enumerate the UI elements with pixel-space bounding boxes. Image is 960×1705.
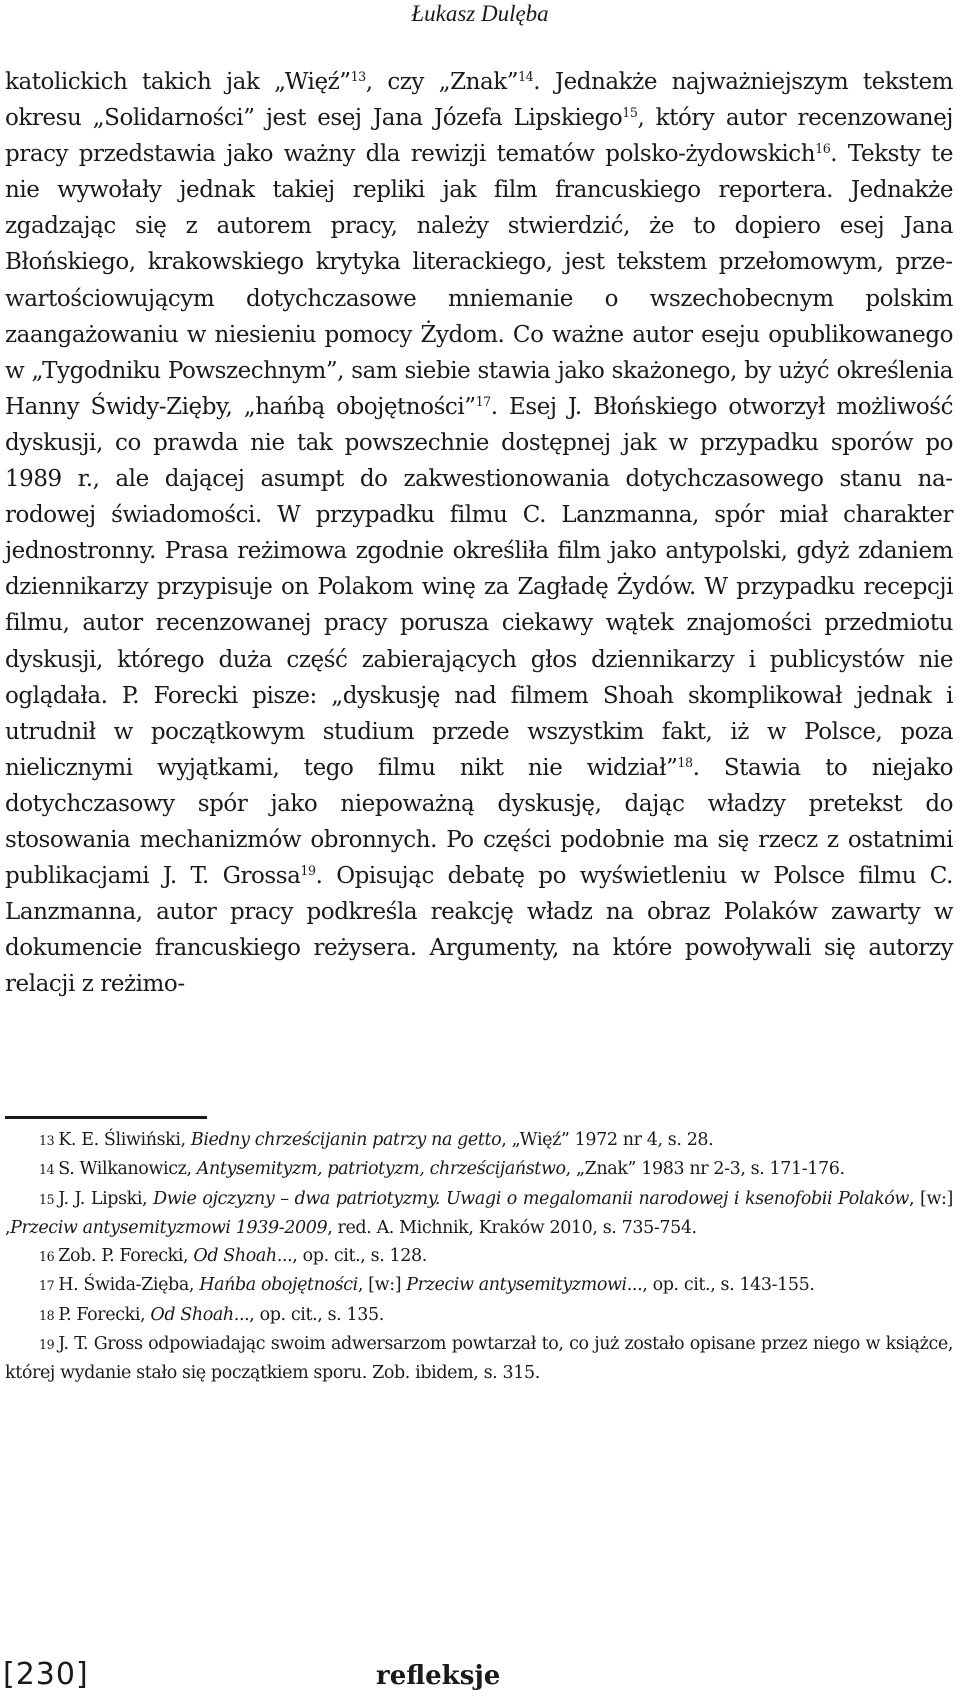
- footnote-14: [5, 1155, 953, 1184]
- footnote-number: 15: [39, 1191, 55, 1207]
- footnote-text: S. Wilkanowicz,: [58, 1159, 197, 1180]
- text-segment: katolickich takich jak „Więź”: [5, 69, 351, 95]
- footnote-18: [5, 1301, 953, 1330]
- footnote-text: J. T. Gross odpowiadając swoim adwersarzom powtarzał to, co już zostało opisane przez niego w książce, której wydanie stało się początkiem sporu. Zob. ibidem, s. 315.: [5, 1334, 953, 1384]
- footnote-number: 18: [39, 1307, 55, 1323]
- text-segment: . Teksty te nie wywołały jednak takiej repliki jak film francuskiego reportera. Jednakże zgadzając się z autorem pracy, należy stwierdzić, że to dopiero esej Jana Błońskiego, krakowskiego krytyka literackiego, jest tekstem przełomowym, przewartościowującym dotychczasowe mniemanie o wszechobecnym polskim zaangażowaniu w niesieniu pomocy Żydom. Co ważne autor eseju opublikowanego w „Tygodniku Powszechnym”, sam siebie stawia jako skażonego, by użyć określenia Hanny Świdy-Zięby, „hańbą obojętności”: [5, 141, 954, 420]
- footnote-title: Hańba obojętności: [199, 1275, 358, 1296]
- footnote-16: [5, 1242, 953, 1271]
- footnote-13: [5, 1126, 953, 1155]
- footnote-text: , „Znak” 1983 nr 2-3, s. 171-176.: [565, 1159, 845, 1180]
- footnote-text: Zob. P. Forecki,: [58, 1246, 194, 1267]
- footnote-17: [5, 1271, 953, 1300]
- text-segment: . Opisując debatę po wyświetleniu w Polsce filmu C. Lanzmanna, autor pracy podkreśla reakcję władz na obraz Polaków zawarty w dokumencie francuskiego reżysera. Argumenty, na które powoływali się autorzy relacji z reżimo-: [5, 863, 953, 998]
- footnote-title: Biedny chrześcijanin patrzy na getto: [190, 1130, 502, 1150]
- journal-name: refleksje: [376, 1661, 501, 1691]
- footnote-ref[interactable]: 18: [677, 754, 693, 770]
- footnote-title: Przeciw antysemityzmowi: [406, 1275, 627, 1296]
- text-segment: , który autor recenzowanej pracy przedstawia jako ważny dla rewizji tematów polsko-żydowskich: [5, 105, 953, 168]
- footnote-ref[interactable]: 13: [350, 68, 366, 84]
- text-segment: . Stawia to niejako dotychczasowy spór jako niepoważną dyskusję, dając władzy pretekst do stosowania mechanizmów obronnych. Po części podobnie ma się rzecz z ostatnimi publikacjami J. T. Grossa: [5, 754, 953, 890]
- footnote-ref[interactable]: 19: [300, 862, 316, 878]
- footnote-number: 19: [39, 1337, 55, 1353]
- footnote-text: ..., op. cit., s. 143-155.: [626, 1275, 815, 1296]
- footnote-text: H. Świda-Zięba,: [58, 1275, 200, 1296]
- footnote-15: [5, 1185, 953, 1243]
- footnote-19: [5, 1330, 953, 1388]
- text-segment: . Esej J. Błońskiego otworzył możliwość dyskusji, co prawda nie tak powszechnie dostępnej jak w przypadku sporów po 1989 r., ale dającej asumpt do zakwestionowania dotychczasowego stanu narodowej świadomości. W przypadku filmu C. Lanzmanna, spór miał charakter jednostronny. Prasa reżimowa zgodnie określiła film jako antypolski, gdyż zdaniem dziennikarzy przypisuje on Polakom winę za Zagładę Żydów. W przypadku recepcji filmu, autor recenzowanej pracy porusza ciekawy wątek znajomości przedmiotu dyskusji, którego duża część zabierających głos dziennikarzy i publicystów nie oglądała. P. Forecki pisze: „dyskusję nad filmem Shoah skomplikował jednak i utrudnił w początkowym studium przede wszystkim fakt, iż w Polsce, poza nielicznymi wyjątkami, tego filmu nikt nie widział”: [5, 393, 953, 781]
- footnote-number: 13: [39, 1133, 55, 1148]
- footnote-text: K. E. Śliwiński,: [58, 1130, 191, 1150]
- page-number: [230]: [3, 1657, 89, 1692]
- footnote-ref[interactable]: 14: [518, 68, 534, 84]
- text-segment: . Jednakże najważniejszym tekstem okresu „Solidarności” jest esej Jana Józefa Lipskiego: [5, 69, 953, 132]
- footnote-text: P. Forecki,: [58, 1304, 151, 1325]
- footnote-text: J. J. Lipski,: [58, 1188, 154, 1209]
- footnote-title: Od Shoah: [150, 1304, 234, 1325]
- footnote-text: ..., op. cit., s. 135.: [233, 1304, 384, 1325]
- footnote-title: Antysemityzm, patriotyzm, chrześcijaństwo: [196, 1159, 566, 1180]
- footnote-text: ..., op. cit., s. 128.: [276, 1246, 427, 1267]
- footnote-text: , [w:] ,: [5, 1188, 953, 1238]
- footnote-separator: [5, 1116, 207, 1119]
- footnote-number: 14: [39, 1162, 55, 1178]
- footnote-ref[interactable]: 16: [815, 140, 831, 156]
- main-text: [5, 64, 953, 1002]
- footnote-text: , „Więź” 1972 nr 4, s. 28.: [501, 1130, 714, 1150]
- footnote-number: 17: [39, 1278, 55, 1294]
- running-header: Łukasz Dulęba: [411, 1, 549, 26]
- footnote-text: , [w:]: [357, 1275, 407, 1296]
- footnotes: [5, 1126, 953, 1388]
- footnote-text: , red. A. Michnik, Kraków 2010, s. 735-754.: [327, 1217, 697, 1238]
- footnote-title: Przeciw antysemityzmowi 1939-2009: [10, 1217, 328, 1238]
- footnote-title: Od Shoah: [193, 1246, 277, 1267]
- text-segment: , czy „Znak”: [365, 69, 519, 95]
- footnote-number: 16: [39, 1249, 55, 1265]
- footnote-ref[interactable]: 15: [622, 104, 638, 120]
- footnote-title: Dwie ojczyzny – dwa patriotyzmy. Uwagi o megalomanii narodowej i ksenofobii Polaków: [153, 1188, 909, 1209]
- footnote-ref[interactable]: 17: [475, 393, 491, 409]
